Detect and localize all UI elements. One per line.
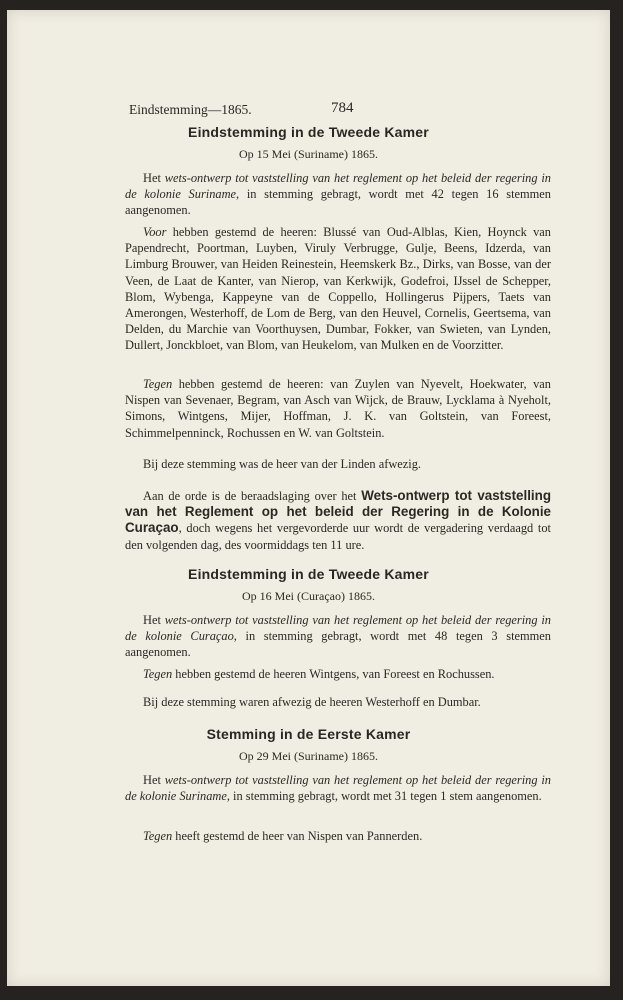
section-date: Op 16 Mei (Curaçao) 1865. [242,589,375,603]
intro-suffix: , in stemming gebragt, wordt met 31 tegen 1 stem aangenomen. [226,789,542,804]
bill-title-italic: wets-ontwerp tot vaststelling van het reglement op het beleid der regering in de kolonie Suriname [125,773,551,804]
voor-paragraph [125,224,551,354]
section-date: Op 29 Mei (Suriname) 1865. [239,749,378,763]
vote-intro-paragraph [125,612,551,661]
page-number: 784 [331,100,354,116]
section-title: Stemming in de Eerste Kamer [206,726,411,742]
tegen-names: hebben gestemd de heeren: van Zuylen van Nyevelt, Hoekwater, van Nispen van Sevenaer, Begram, van Asch van Wijck, de Brauw, Lycklama à Nyeholt, Simons, Wintgens, Mijer, Hoffman, J. K. van Goltstein, van Foreest, Schimmelpenninck, Rochussen en W. van Goltstein. [125,377,551,440]
section-title: Eindstemming in de Tweede Kamer [188,566,429,582]
bill-title-italic: wets-ontwerp tot vaststelling van het reglement op het beleid der regering in de kolonie Curaçao [125,613,551,644]
order-prefix: Aan de orde is de beraadslaging over het [143,489,362,503]
running-header: Eindstemming—1865. [129,102,252,117]
vote-intro-paragraph [125,170,551,219]
tegen-label: Tegen [143,667,173,681]
absent-paragraph: Bij deze stemming was de heer van der Linden afwezig. [143,457,421,471]
tegen-label: Tegen [143,377,173,391]
tegen-paragraph [125,666,551,682]
section-title: Eindstemming in de Tweede Kamer [188,124,429,140]
bill-title-bold: Wets-ontwerp tot vaststelling van het Reglement op het beleid der Regering in de Kolonie Curaçao [125,488,552,536]
intro-prefix: Het [143,613,165,627]
order-paragraph [125,488,551,553]
intro-suffix: , in stemming gebragt, wordt met 48 tegen 3 stemmen aangenomen. [125,629,551,660]
document-page [7,10,610,986]
voor-names: hebben gestemd de heeren: Blussé van Oud-Alblas, Kien, Hoynck van Papendrecht, Poortman, Luyben, Viruly Verbrugge, Gulje, Beens, Idzerda, van Limburg Brouwer, van Heiden Reinestein, Heemskerk Bz., Dirks, van Bosse, van der Veen, de Laat de Kanter, van Nierop, van Kerkwijk, Godefroi, IJssel de Schepper, Blom, Wybenga, Kappeyne van de Coppello, Hollingerus Pijpers, Taets van Amerongen, Westerhoff, de Lom de Berg, van den Heuvel, Cornelis, Geertsema, van Delden, du Marchie van Voorthuysen, Dumbar, Fokker, van Swieten, van Lynden, Dullert, Jonckbloet, van Blom, van Heukelom, van Mulken en de Voorzitter. [125,225,551,353]
voor-label: Voor [143,225,167,239]
intro-prefix: Het [143,773,165,787]
intro-suffix: , in stemming gebragt, wordt met 42 tegen 16 stemmen aangenomen. [125,187,551,218]
order-suffix: , doch wegens het vergevorderde uur wordt de vergadering verdaagd tot den volgenden dag, des voormiddags ten 11 ure. [125,521,551,552]
tegen-paragraph [125,828,551,844]
tegen-paragraph [125,376,551,441]
section-date: Op 15 Mei (Suriname) 1865. [239,147,378,161]
tegen-names: heeft gestemd de heer van Nispen van Pannerden. [172,829,423,843]
tegen-names: hebben gestemd de heeren Wintgens, van Foreest en Rochussen. [172,667,495,681]
vote-intro-paragraph [125,772,551,804]
bill-title-italic: wets-ontwerp tot vaststelling van het reglement op het beleid der regering in de kolonie Suriname [125,171,551,202]
absent-paragraph: Bij deze stemming waren afwezig de heeren Westerhoff en Dumbar. [143,695,481,709]
intro-prefix: Het [143,171,165,185]
tegen-label: Tegen [143,829,173,843]
